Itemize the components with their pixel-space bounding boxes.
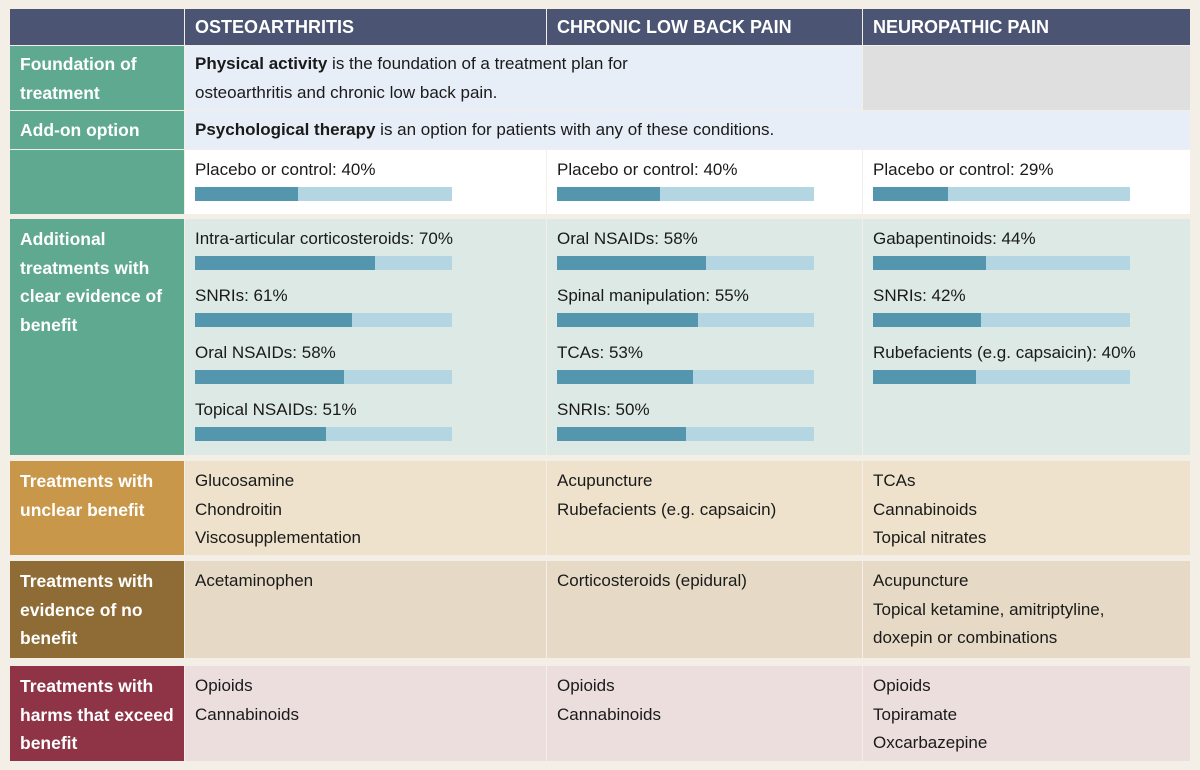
unclear-cell-osteoarthritis [185,461,546,555]
effect-bar-label: SNRIs: 61% [195,286,288,305]
effect-bar-fill [557,187,660,201]
additional-cell-neuropathic-pain [863,219,1190,455]
treatment-item: Oxcarbazepine [873,733,988,752]
effect-bar-fill [195,187,298,201]
treatment-item: Topical ketamine, amitriptyline, doxepin or combinations [873,599,1105,647]
placebo-cell-osteoarthritis [185,150,546,214]
effect-bar-item [195,399,536,441]
effect-bar-label: Placebo or control: 40% [557,160,738,179]
effect-bar-track [873,313,1130,327]
effect-bar-label: SNRIs: 50% [557,400,650,419]
effect-bar-track [557,427,814,441]
effect-bar-fill [557,256,706,270]
treatment-item: Opioids [557,676,615,695]
effect-bar-label: Placebo or control: 40% [195,160,376,179]
effect-bar-item [557,399,852,441]
effect-bar-item [873,159,1180,201]
treatment-item: Topiramate [873,704,958,724]
addon-rest: is an option for patients with any of these conditions. [375,120,775,139]
header-neuropathic-pain: NEUROPATHIC PAIN [863,9,1190,45]
effect-bar-item [195,228,536,270]
foundation-bold: Physical activity [195,54,328,73]
effect-bar-label: Rubefacients (e.g. capsaicin): 40% [873,343,1136,362]
effect-bar-track [557,313,814,327]
harms-cell-low-back-pain [547,666,862,761]
effect-bar-item [873,228,1180,270]
effect-bar-fill [195,370,344,384]
effect-bar-track [195,313,452,327]
nobenefit-cell-neuropathic-pain [863,561,1190,658]
effect-bar-track [873,370,1130,384]
effect-bar-fill [873,370,976,384]
effect-bar-label: Oral NSAIDs: 58% [195,343,336,362]
treatment-item: Cannabinoids [873,499,977,519]
nobenefit-cell-osteoarthritis [185,561,546,658]
treatment-item: Rubefacients (e.g. capsaicin) [557,499,777,519]
effect-bar-track [557,256,814,270]
effect-bar-fill [195,313,352,327]
effect-bar-item [195,342,536,384]
placebo-label-cell [10,150,184,214]
additional-cell-osteoarthritis [185,219,546,455]
effect-bar-label: Spinal manipulation: 55% [557,286,749,305]
unclear-cell-neuropathic-pain [863,461,1190,555]
effect-bar-fill [873,187,948,201]
effect-bar-label: Oral NSAIDs: 58% [557,229,698,248]
foundation-empty-cell [863,46,1190,110]
effect-bar-track [195,187,452,201]
effect-bar-label: Topical NSAIDs: 51% [195,400,357,419]
label-no-benefit: Treatments with evidence of no benefit [10,561,184,658]
effect-bar-fill [557,427,686,441]
effect-bar-item [873,285,1180,327]
effect-bar-fill [557,370,693,384]
treatment-item: Glucosamine [195,471,295,490]
treatment-item: Chondroitin [195,499,282,519]
treatment-item: TCAs [873,471,916,490]
header-chronic-low-back-pain: CHRONIC LOW BACK PAIN [547,9,862,45]
effect-bar-label: TCAs: 53% [557,343,643,362]
header-osteoarthritis: OSTEOARTHRITIS [185,9,546,45]
label-addon: Add-on option [10,111,184,149]
unclear-cell-low-back-pain [547,461,862,555]
addon-text [185,111,1190,149]
placebo-cell-low-back-pain [547,150,862,214]
label-additional: Additional treatments with clear evidence of benefit [10,219,184,455]
effect-bar-label: Intra-articular corticosteroids: 70% [195,229,453,248]
effect-bar-item [557,159,852,201]
harms-cell-neuropathic-pain [863,666,1190,761]
effect-bar-item [557,342,852,384]
effect-bar-fill [873,313,981,327]
effect-bar-track [557,370,814,384]
effect-bar-item [195,285,536,327]
treatment-item: Corticosteroids (epidural) [557,571,747,590]
nobenefit-cell-low-back-pain [547,561,862,658]
effect-bar-item [195,159,536,201]
effect-bar-track [195,256,452,270]
label-unclear: Treatments with unclear benefit [10,461,184,555]
treatment-item: Opioids [873,676,931,695]
effect-bar-item [557,285,852,327]
harms-cell-osteoarthritis [185,666,546,761]
effect-bar-label: SNRIs: 42% [873,286,966,305]
effect-bar-track [873,187,1130,201]
effect-bar-fill [195,427,326,441]
effect-bar-fill [873,256,986,270]
effect-bar-label: Placebo or control: 29% [873,160,1054,179]
effect-bar-track [195,427,452,441]
foundation-text [185,46,862,110]
foundation-rest: is the foundation of a treatment plan for osteoarthritis and chronic low back pain. [195,54,628,102]
addon-bold: Psychological therapy [195,120,376,139]
effect-bar-track [873,256,1130,270]
additional-cell-low-back-pain [547,219,862,455]
label-foundation: Foundation of treatment [10,46,184,110]
treatment-item: Acupuncture [557,471,653,490]
treatment-item: Acetaminophen [195,571,314,590]
header-corner [10,9,184,45]
treatment-item: Topical nitrates [873,528,987,547]
effect-bar-track [195,370,452,384]
treatment-item: Opioids [195,676,253,695]
label-harms: Treatments with harms that exceed benefit [10,666,184,761]
placebo-cell-neuropathic-pain [863,150,1190,214]
effect-bar-item [873,342,1180,384]
treatment-item: Cannabinoids [195,704,299,724]
treatment-item: Cannabinoids [557,704,661,724]
effect-bar-track [557,187,814,201]
effect-bar-item [557,228,852,270]
treatment-item: Acupuncture [873,571,969,590]
effect-bar-fill [557,313,698,327]
effect-bar-fill [195,256,375,270]
treatment-item: Viscosupplementation [195,528,362,547]
effect-bar-label: Gabapentinoids: 44% [873,229,1036,248]
